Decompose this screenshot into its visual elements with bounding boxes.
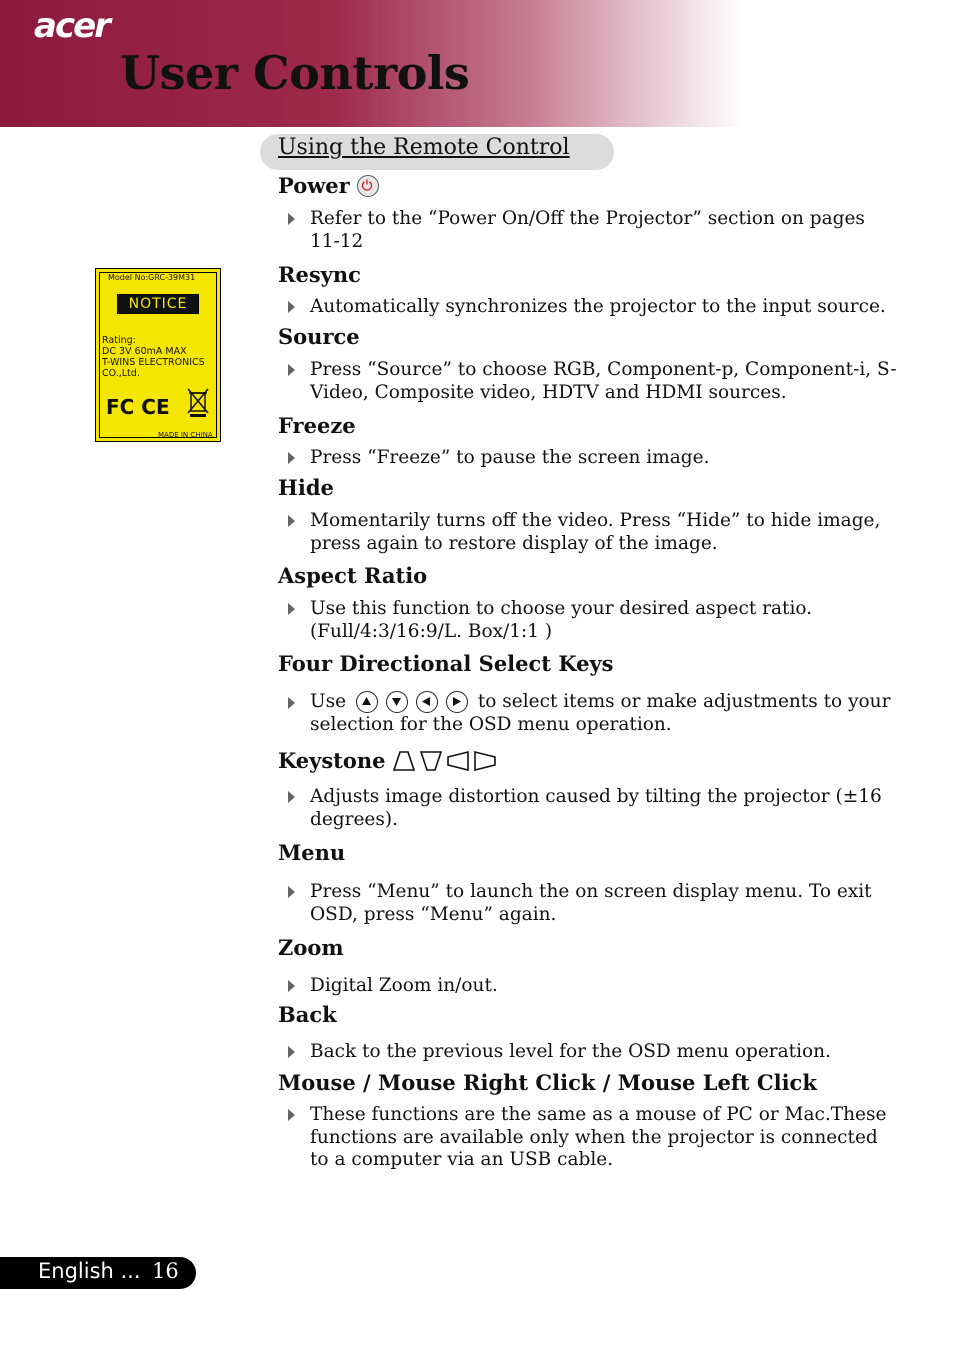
bullet-arrow-icon [288,1109,295,1121]
label-made-in: MADE IN CHINA [158,431,213,439]
item-description: Refer to the “Power On/Off the Projector” section on pages 11-12 [310,208,865,252]
item-description: Press “Menu” to launch the on screen display menu. To exit OSD, press “Menu” again. [310,881,872,925]
acer-logo: acer [34,6,109,46]
keystone-top-icon [393,751,415,771]
left-arrow-icon [416,691,438,713]
heading-text: Source [278,324,360,349]
item-description: Press “Freeze” to pause the screen image. [310,447,710,468]
heading-text: Power [278,173,350,198]
heading-text: Menu [278,840,346,865]
section-title: Using the Remote Control [278,135,570,160]
heading-text: Back [278,1002,337,1027]
heading-zoom [278,935,344,960]
keystone-icons [393,751,496,771]
label-rating-line: T-WINS ELECTRONICS [102,357,205,368]
heading-text: Resync [278,262,361,287]
bullet-arrow-icon [288,980,295,992]
bullet-arrow-icon [288,603,295,615]
label-model: Model No:GRC-39M31 [108,273,196,282]
heading-text: Mouse / Mouse Right Click / Mouse Left Click [278,1070,817,1095]
item-description: These functions are the same as a mouse of PC or Mac.These functions are available only when the projector is connected to a computer via an USB cable. [310,1104,887,1170]
item-description: Use this function to choose your desired aspect ratio. (Full/4:3/16:9/L. Box/1:1 ) [310,598,813,642]
remote-control-label-image [95,268,221,442]
item-description: Automatically synchronizes the projector to the input source. [310,296,886,317]
bullet-arrow-icon [288,697,295,709]
bullet-arrow-icon [288,791,295,803]
text-after-icons: to select items or make adjustments to your selection for the OSD menu operation. [310,691,891,735]
right-arrow-icon [446,691,468,713]
heading-text: Aspect Ratio [278,563,428,588]
bullet-arrow-icon [288,1046,295,1058]
keystone-right-icon [474,751,496,771]
heading-menu [278,840,345,865]
page-title: User Controls [120,46,470,100]
heading-resync [278,262,361,287]
heading-keystone [278,748,496,773]
label-rating-line: DC 3V 60mA MAX [102,346,187,357]
item-description: Momentarily turns off the video. Press “Hide” to hide image, press again to restore display of the image. [310,510,881,554]
text-before-icons: Use [310,691,347,712]
page-number: 16 [152,1259,179,1283]
heading-freeze [278,413,356,438]
bullet-arrow-icon [288,301,295,313]
down-arrow-icon [386,691,408,713]
bullet-arrow-icon [288,452,295,464]
heading-text: Hide [278,475,334,500]
item-description: Press “Source” to choose RGB, Component-p, Component-i, S-Video, Composite video, HDTV and HDMI sources. [310,359,897,403]
label-rating-line: CO.,Ltd. [102,368,140,379]
label-rating [102,335,205,379]
heading-text: Freeze [278,413,356,438]
bullet-arrow-icon [288,515,295,527]
keystone-bottom-icon [420,751,442,771]
heading-source [278,324,360,349]
footer-language: English ... [38,1259,141,1283]
heading-text: Keystone [278,748,386,773]
item-description: Digital Zoom in/out. [310,975,498,996]
item-description [310,691,900,736]
item-description: Adjusts image distortion caused by tilting the projector (±16 degrees). [310,786,882,830]
label-notice: NOTICE [117,294,199,314]
heading-hide [278,475,334,500]
heading-text: Four Directional Select Keys [278,651,614,676]
heading-aspect-ratio [278,563,427,588]
bullet-arrow-icon [288,364,295,376]
power-icon [357,175,379,197]
keystone-left-icon [447,751,469,771]
up-arrow-icon [356,691,378,713]
bullet-arrow-icon [288,886,295,898]
heading-power [278,173,379,198]
heading-mouse [278,1070,817,1095]
heading-four-directional-keys [278,651,614,676]
label-fc-ce-marks: FC CE [106,395,170,419]
weee-bin-icon [186,387,210,421]
heading-back [278,1002,337,1027]
bullet-arrow-icon [288,213,295,225]
label-rating-line: Rating: [102,335,136,346]
heading-text: Zoom [278,935,344,960]
item-description: Back to the previous level for the OSD menu operation. [310,1041,831,1062]
